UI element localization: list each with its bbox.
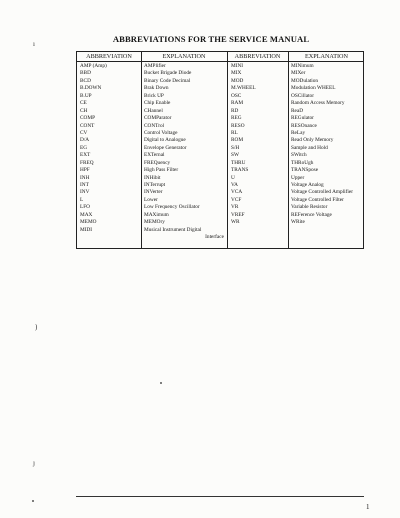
- explanation-cell: Lower: [144, 196, 158, 203]
- explanation-cell: Chip Enable: [144, 100, 171, 107]
- column-divider: [288, 52, 289, 248]
- explanation-cell: AMPlifier: [144, 63, 166, 69]
- page-number: 1: [366, 503, 370, 511]
- explanation-cell: ReaD: [291, 107, 304, 114]
- abbreviation-cell: OSC: [231, 92, 242, 99]
- explanation-cell: MIXer: [291, 70, 306, 77]
- explanation-cell: INHibit: [144, 174, 161, 181]
- explanation-cell: COMParator: [144, 115, 172, 122]
- explanation-cell: Digital to Analogue: [144, 137, 186, 144]
- header-abbreviation-right: ABBREVIATION: [234, 53, 281, 60]
- abbreviation-cell: INT: [80, 182, 89, 188]
- abbreviation-cell: MAX: [80, 211, 93, 218]
- explanation-cell: RESOnance: [291, 122, 317, 129]
- explanation-cell: THRoUgh: [291, 159, 314, 166]
- abbreviation-cell: THRU: [231, 159, 246, 166]
- abbreviation-cell: ROM: [231, 137, 244, 144]
- explanation-cell: Variable Resistor: [291, 204, 328, 211]
- abbreviation-cell: CV: [80, 129, 88, 136]
- explanation-cell: MEMOry: [144, 219, 165, 226]
- explanation-cell: Brak Down: [144, 85, 169, 92]
- explanation-cell: Read Only Memory: [291, 137, 334, 144]
- explanation-cell: Modulation WHEEL: [291, 85, 336, 92]
- margin-mark-middle: ): [35, 323, 38, 331]
- abbreviation-cell: COMP: [80, 115, 96, 122]
- abbreviation-cell: BBD: [80, 70, 91, 77]
- explanation-cell: INVerter: [144, 189, 163, 196]
- explanation-cell: Musical Instrument Digital: [144, 226, 202, 233]
- abbreviation-cell: CE: [80, 100, 87, 107]
- abbreviation-cell: VR: [231, 204, 239, 211]
- explanation-cell: REFerence Voltage: [291, 211, 332, 218]
- column-divider: [141, 52, 142, 248]
- explanation-cell: WRite: [291, 219, 305, 226]
- abbreviation-cell: B.UP: [80, 92, 92, 99]
- explanation-cell: TRANSpose: [291, 167, 319, 174]
- right-abbreviation-column: [231, 63, 287, 227]
- abbreviation-cell: RESO: [231, 122, 245, 129]
- abbreviation-cell: WR: [231, 219, 240, 226]
- margin-mark-top: ı: [33, 40, 35, 48]
- abbreviation-cell: VCF: [231, 196, 242, 203]
- abbreviation-cell: AMP (Amp): [80, 63, 107, 69]
- left-abbreviation-column: [80, 63, 140, 242]
- abbreviations-table: [76, 51, 364, 249]
- margin-dot: [32, 500, 34, 502]
- explanation-cell: OSCillator: [291, 92, 314, 99]
- abbreviation-cell: INV: [80, 189, 90, 196]
- margin-mark-bottom: ȷ: [33, 459, 35, 467]
- abbreviation-cell: M.WHEEL: [231, 85, 256, 92]
- explanation-cell: Voltage Controlled Filter: [291, 196, 344, 203]
- abbreviation-cell: FREQ: [80, 159, 94, 166]
- abbreviation-cell: SW: [231, 152, 239, 159]
- explanation-cell: Envelope Generator: [144, 144, 187, 151]
- explanation-cell: CONTrol: [144, 122, 165, 129]
- explanation-cell: Upper: [291, 174, 305, 181]
- abbreviation-cell: TRANS: [231, 167, 249, 174]
- left-explanation-column: [144, 63, 226, 242]
- header-explanation-left: EXPLANATION: [162, 53, 206, 60]
- right-explanation-column: [291, 63, 364, 227]
- speck-dot: [160, 382, 162, 384]
- page-title: ABBREVIATIONS FOR THE SERVICE MANUAL: [112, 34, 310, 44]
- explanation-cell: MAXimum: [144, 211, 169, 218]
- abbreviation-cell: VA: [231, 182, 238, 188]
- abbreviation-cell: RAM: [231, 100, 244, 107]
- abbreviation-cell: HPF: [80, 167, 90, 174]
- abbreviation-cell: S/H: [231, 144, 240, 151]
- explanation-cell: REGulator: [291, 115, 314, 122]
- abbreviation-cell: VCA: [231, 189, 243, 196]
- explanation-cell: Sample and Hold: [291, 144, 328, 151]
- explanation-cell: Voltage Analog: [291, 182, 324, 188]
- explanation-cell: Low Frequency Oscillator: [144, 204, 200, 211]
- explanation-cell: Interface: [205, 234, 224, 241]
- abbreviation-cell: VREF: [231, 211, 245, 218]
- explanation-cell: Control Voltage: [144, 129, 178, 136]
- abbreviation-cell: MEMO: [80, 219, 97, 226]
- abbreviation-cell: RL: [231, 129, 238, 136]
- abbreviation-cell: REG: [231, 115, 242, 122]
- explanation-cell: Bucket Brigade Diode: [144, 70, 192, 77]
- header-explanation-right: EXPLANATION: [305, 53, 348, 60]
- explanation-cell: SWitch: [291, 152, 307, 159]
- abbreviation-cell: CONT: [80, 122, 95, 129]
- abbreviation-cell: EXT: [80, 152, 91, 159]
- abbreviation-cell: INH: [80, 174, 90, 181]
- explanation-cell: High Pass Filter: [144, 167, 179, 174]
- explanation-cell: MODulation: [291, 77, 319, 84]
- column-divider-center: [227, 52, 228, 248]
- abbreviation-cell: EG: [80, 144, 88, 151]
- explanation-cell: INTerrupt: [144, 182, 166, 188]
- explanation-cell: FREQuency: [144, 159, 171, 166]
- explanation-cell: EXTernal: [144, 152, 165, 159]
- abbreviation-cell: D/A: [80, 137, 90, 144]
- abbreviation-cell: [80, 234, 140, 241]
- explanation-cell: CHannel: [144, 107, 163, 114]
- abbreviation-cell: MIDI: [80, 226, 93, 233]
- abbreviation-cell: MOD: [231, 77, 244, 84]
- header-rule: [77, 61, 363, 62]
- explanation-cell: Brick UP: [144, 92, 164, 99]
- explanation-cell: MINimum: [291, 63, 314, 69]
- explanation-cell: Random Access Memory: [291, 100, 345, 107]
- header-abbreviation-left: ABBREVIATION: [86, 53, 132, 60]
- abbreviation-cell: MINI: [231, 63, 244, 69]
- explanation-cell: Voltage Controlled Amplifier: [291, 189, 353, 196]
- footer-rule: [76, 496, 364, 497]
- abbreviation-cell: U: [231, 174, 235, 181]
- abbreviation-cell: L: [80, 196, 84, 203]
- abbreviation-cell: BCD: [80, 77, 91, 84]
- abbreviation-cell: CH: [80, 107, 88, 114]
- abbreviation-cell: B.DOWN: [80, 85, 102, 92]
- abbreviation-cell: MIX: [231, 70, 242, 77]
- explanation-cell: ReLay: [291, 129, 306, 136]
- abbreviation-cell: LFO: [80, 204, 91, 211]
- abbreviation-cell: RD: [231, 107, 239, 114]
- explanation-cell: Binary Code Decimal: [144, 77, 191, 84]
